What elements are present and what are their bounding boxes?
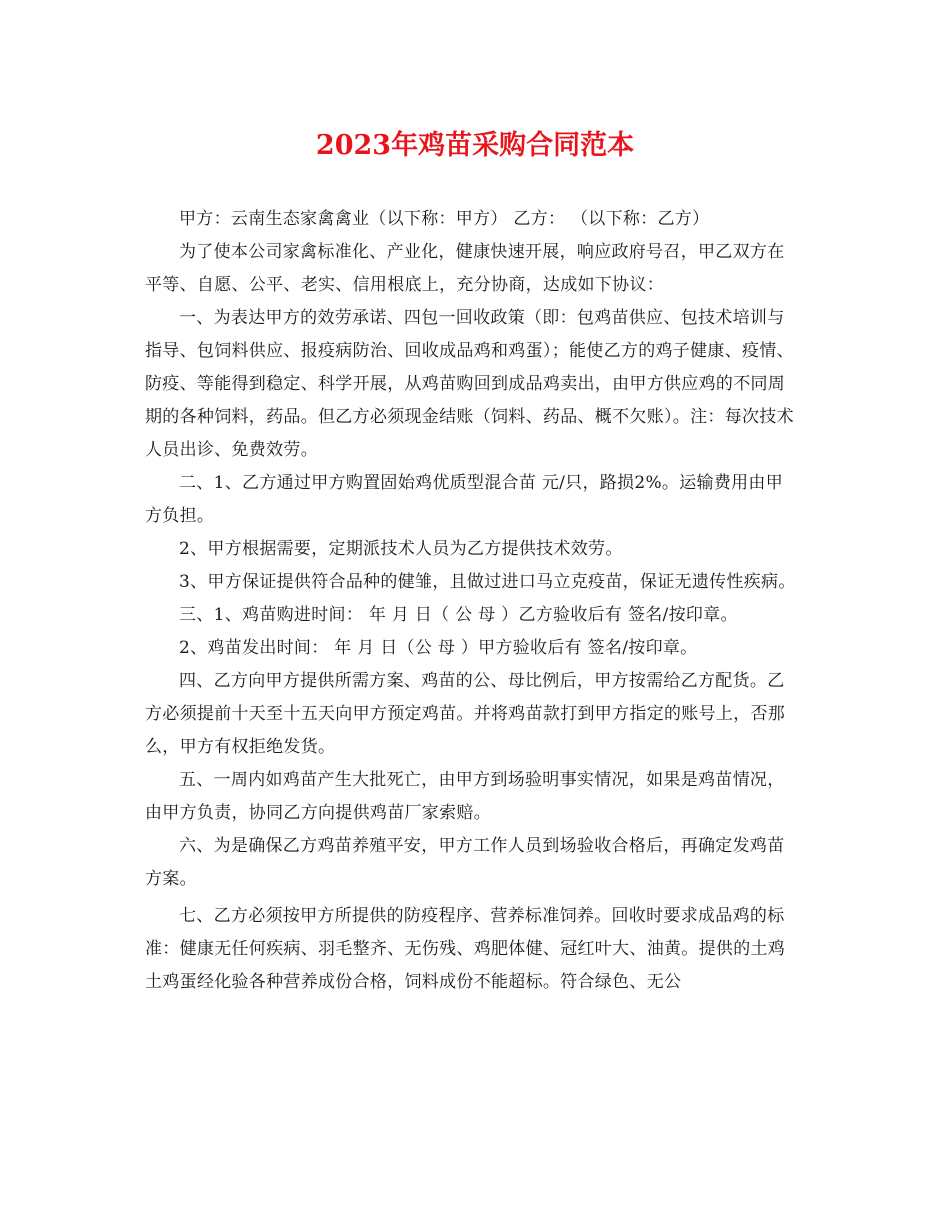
clause-2-1-paragraph: 二、1、乙方通过甲方购置固始鸡优质型混合苗 元/只，路损2%。运输费用由甲方负担。 — [145, 473, 784, 526]
contract-body — [145, 203, 797, 999]
clause-4-paragraph: 四、乙方向甲方提供所需方案、鸡苗的公、母比例后，甲方按需给乙方配货。乙方必须提前十天至十五天向甲方预定鸡苗。并将鸡苗款打到甲方指定的账号上，否那么，甲方有权拒绝发货。 — [145, 671, 786, 757]
preamble-paragraph: 为了使本公司家禽标准化、产业化，健康快速开展，响应政府号召，甲乙双方在平等、自愿、公平、老实、信用根底上，充分协商，达成如下协议： — [145, 242, 785, 295]
clause-2-2-paragraph: 2、甲方根据需要，定期派技术人员为乙方提供技术效劳。 — [179, 539, 623, 559]
clause-3-2-paragraph: 2、鸡苗发出时间： 年 月 日（公 母 ）甲方验收后有 签名/按印章。 — [179, 638, 698, 658]
clause-1-paragraph: 一、为表达甲方的效劳承诺、四包一回收政策（即：包鸡苗供应、包技术培训与指导、包饲料供应、报疫病防治、回收成品鸡和鸡蛋）；能使乙方的鸡子健康、疫情、防疫、等能得到稳定、科学开展，从鸡苗购回到成品鸡卖出，由甲方供应鸡的不同周期的各种饲料，药品。但乙方必须现金结账（饲料、药品、概不欠账）。注：每次技术人员出诊、免费效劳。 — [145, 308, 794, 460]
clause-6-paragraph: 六、为是确保乙方鸡苗养殖平安，甲方工作人员到场验收合格后，再确定发鸡苗方案。 — [145, 836, 785, 889]
document-title: 2023年鸡苗采购合同范本 — [315, 130, 635, 161]
clause-2-3-paragraph: 3、甲方保证提供符合品种的健雏，且做过进口马立克疫苗，保证无遗传性疾病。 — [179, 572, 796, 592]
parties-paragraph: 甲方：云南生态家禽禽业（以下称：甲方） 乙方： （以下称：乙方） — [179, 209, 710, 229]
clause-7-paragraph: 七、乙方必须按甲方所提供的防疫程序、营养标准饲养。回收时要求成品鸡的标准：健康无任何疾病、羽毛整齐、无伤残、鸡肥体健、冠红叶大、油黄。提供的土鸡土鸡蛋经化验各种营养成份合格，饲料成份不能超标。符合绿色、无公 — [145, 906, 786, 992]
clause-5-paragraph: 五、一周内如鸡苗产生大批死亡，由甲方到场验明事实情况，如果是鸡苗情况，由甲方负责，协同乙方向提供鸡苗厂家索赔。 — [145, 770, 785, 823]
clause-3-1-paragraph: 三、1、鸡苗购进时间： 年 月 日（ 公 母 ）乙方验收后有 签名/按印章。 — [179, 605, 738, 625]
